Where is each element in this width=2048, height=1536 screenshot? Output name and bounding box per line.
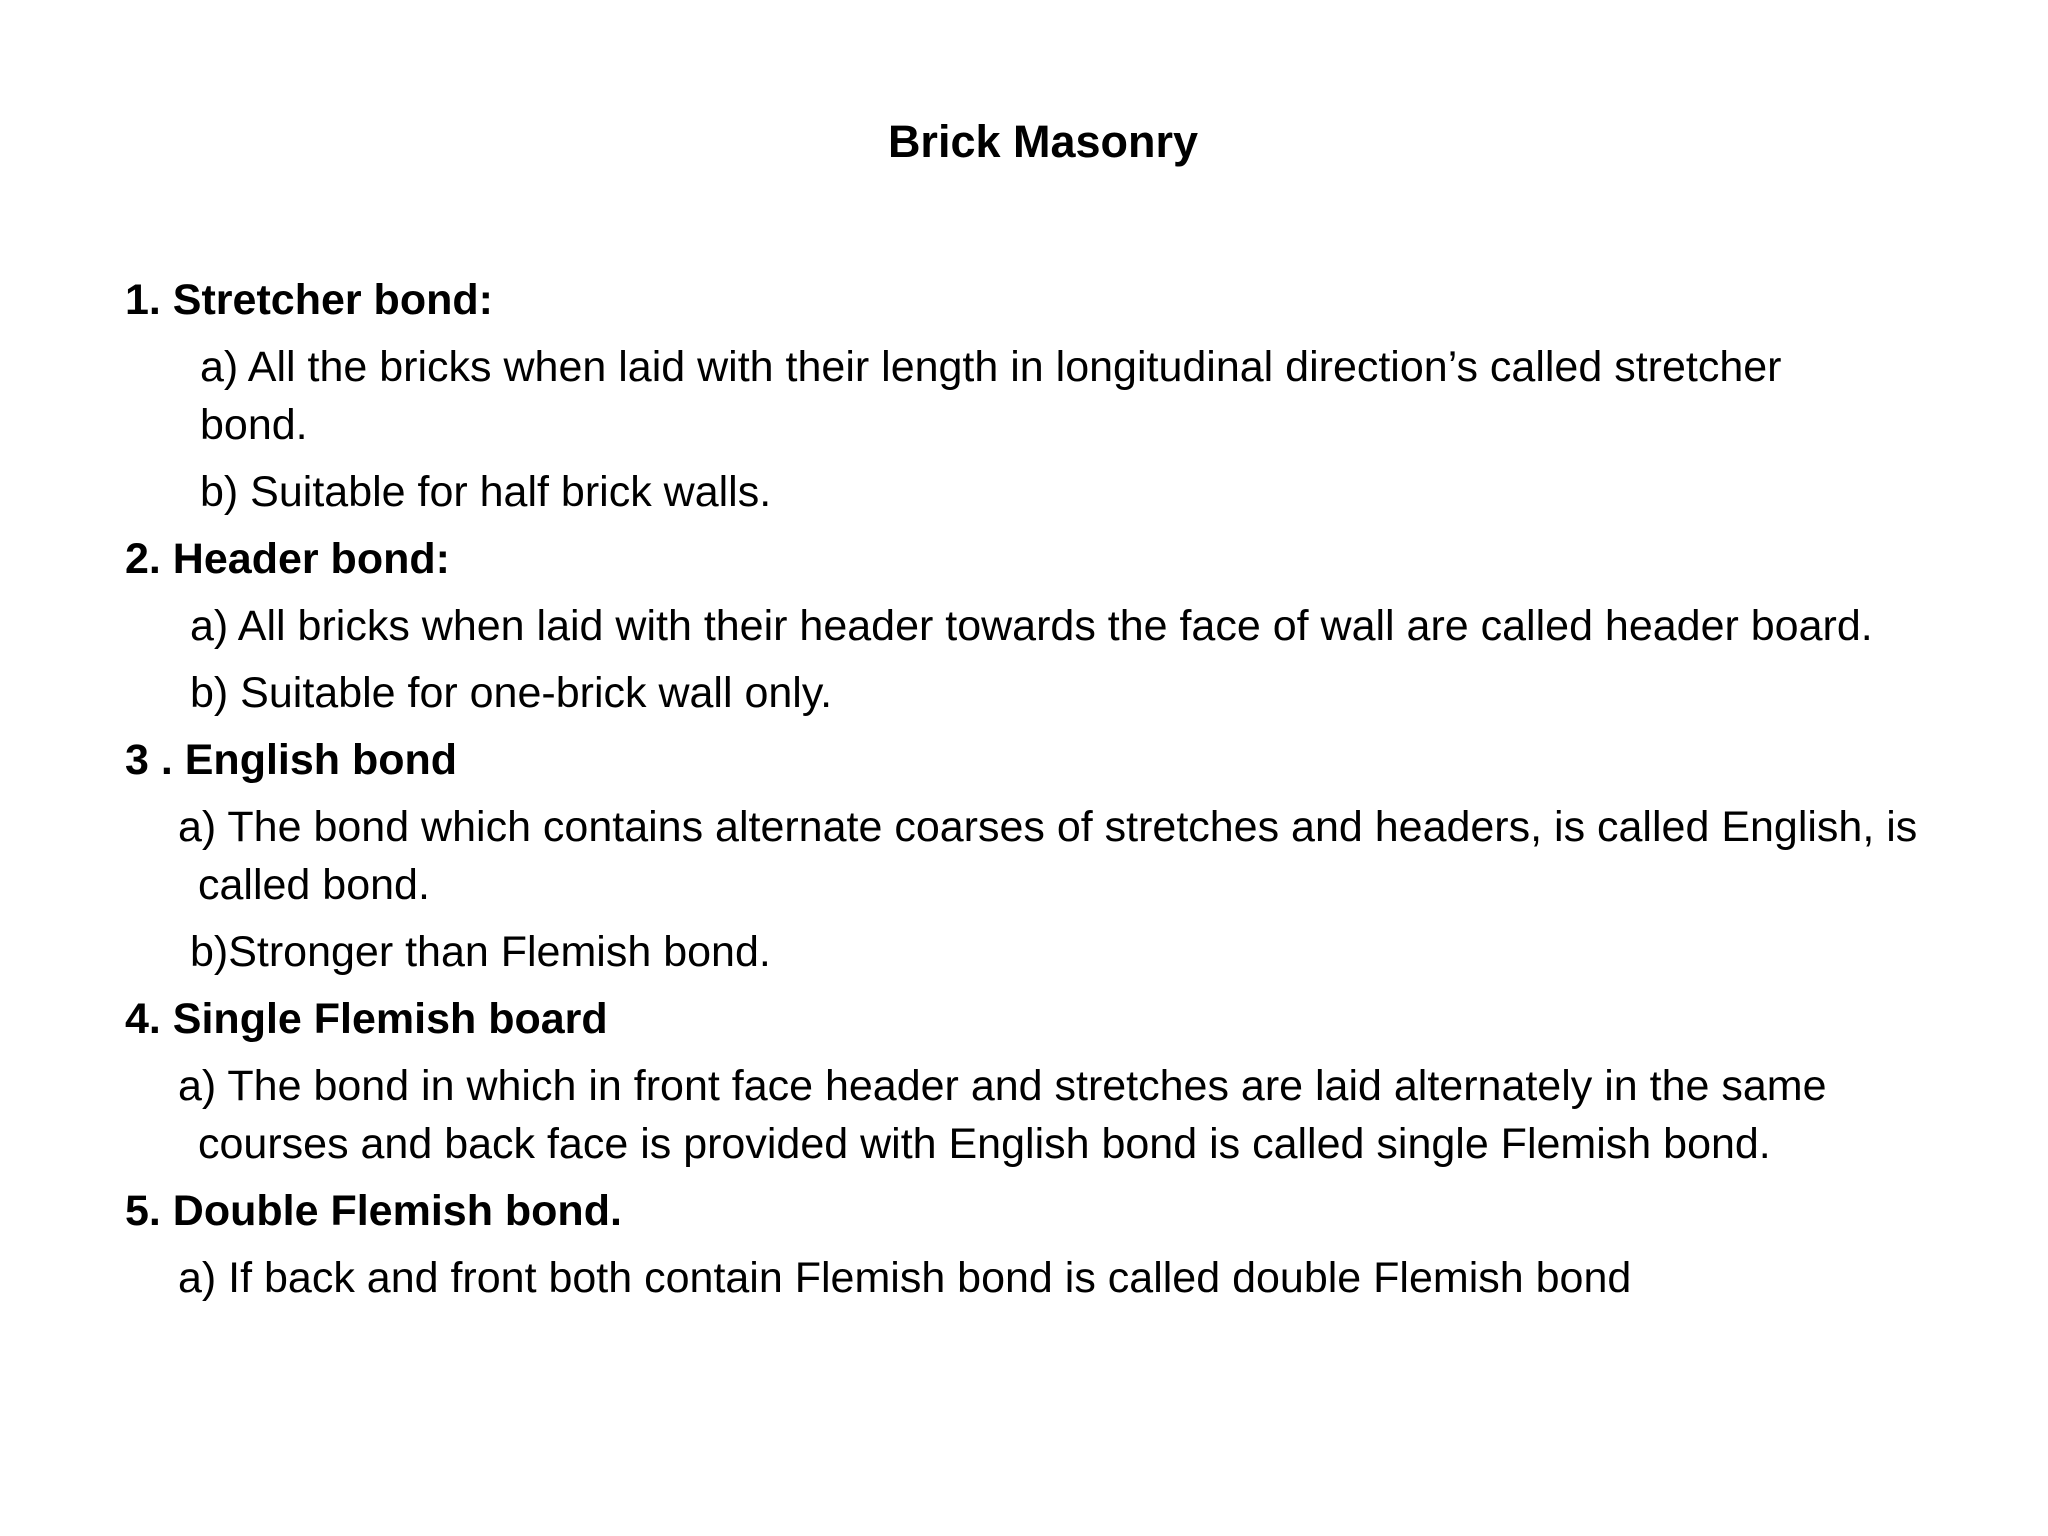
list-item: a) The bond in which in front face header and stretches are laid alternately in the same	[178, 1062, 1827, 1110]
list-item-continuation: called bond.	[198, 861, 430, 909]
section-heading-stretcher-bond: 1. Stretcher bond:	[125, 276, 493, 324]
list-item: a) If back and front both contain Flemish bond is called double Flemish bond	[178, 1254, 1632, 1302]
list-item: b) Suitable for half brick walls.	[200, 468, 772, 516]
list-item: b)Stronger than Flemish bond.	[190, 928, 771, 976]
section-heading-double-flemish: 5. Double Flemish bond.	[125, 1187, 622, 1235]
list-item: a) The bond which contains alternate coarses of stretches and headers, is called English, is	[178, 803, 1918, 851]
section-heading-english-bond: 3 . English bond	[125, 736, 458, 784]
list-item: a) All the bricks when laid with their length in longitudinal direction’s called stretcher	[200, 343, 1782, 391]
list-item-continuation: bond.	[200, 401, 308, 449]
list-item: b) Suitable for one-brick wall only.	[190, 669, 833, 717]
list-item-continuation: courses and back face is provided with English bond is called single Flemish bond.	[198, 1120, 1771, 1168]
section-heading-header-bond: 2. Header bond:	[125, 535, 450, 583]
page-title: Brick Masonry	[887, 116, 1199, 167]
list-item: a) All bricks when laid with their header towards the face of wall are called header board.	[190, 602, 1873, 650]
section-heading-single-flemish: 4. Single Flemish board	[125, 995, 608, 1043]
